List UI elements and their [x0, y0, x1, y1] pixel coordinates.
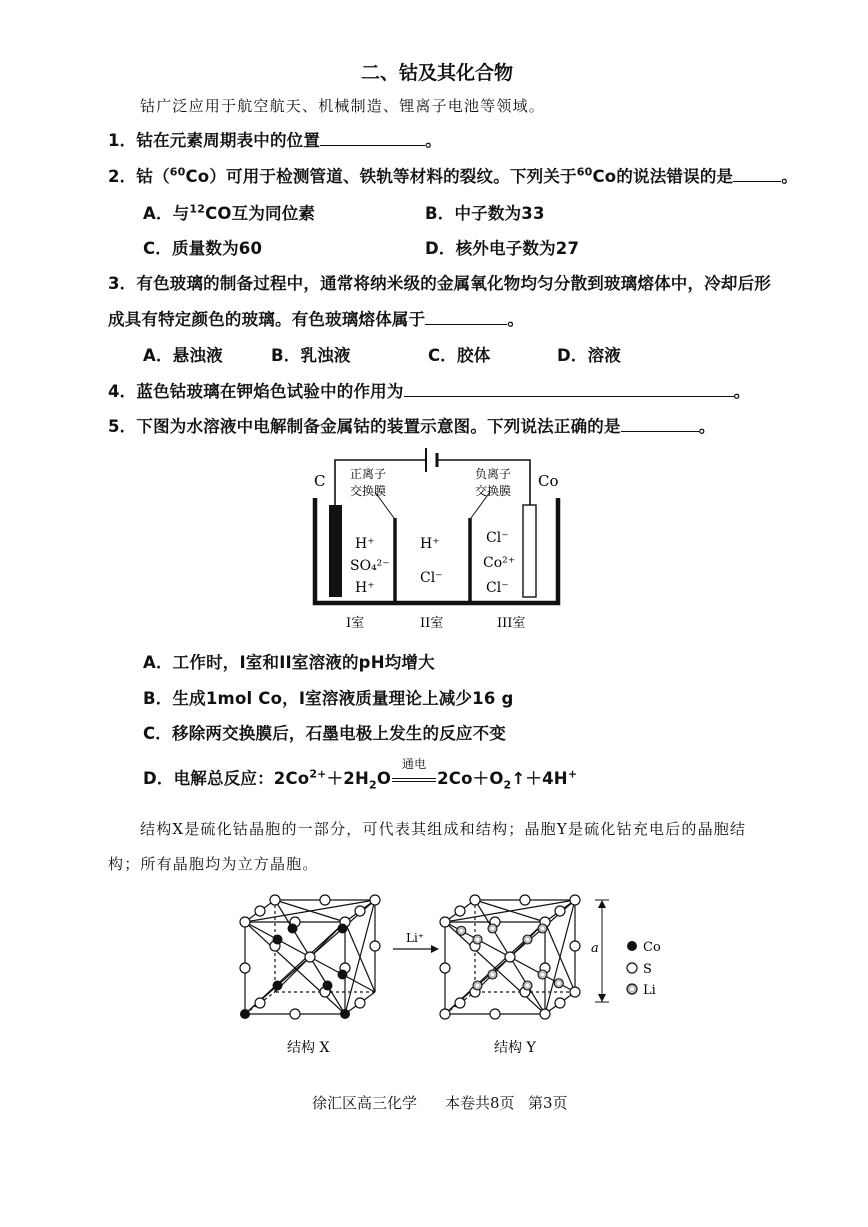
structure-x-cell [240, 895, 380, 1019]
reaction-condition: 通电 [391, 769, 437, 788]
legend-li: Li [643, 983, 656, 998]
room2-ion: Cl⁻ [420, 570, 443, 586]
legend-s-icon [627, 963, 637, 973]
q2-option-a: A．与$^{12}$CO互为同位素 [143, 202, 316, 223]
legend-s: S [643, 962, 652, 977]
caption-structure-x: 结构 X [287, 1040, 330, 1056]
room-label-1: I室 [346, 616, 365, 631]
question-5: 5．下图为水溶液中电解制备金属钴的装置示意图。下列说法正确的是 。 [108, 417, 716, 436]
room1-ion: H⁺ [355, 536, 375, 552]
structure-intro-line2: 构；所有晶胞均为立方晶胞。 [108, 855, 319, 873]
footer-page-number: 第3页 [528, 1094, 568, 1112]
right-electrode-label: Co [538, 472, 559, 490]
question-3-line1: 3．有色玻璃的制备过程中，通常将纳米级的金属氧化物均匀分散到玻璃熔体中，冷却后形 [108, 274, 771, 293]
room2-ion: H⁺ [420, 536, 440, 552]
section-title: 二、钴及其化合物 [361, 62, 514, 84]
graphite-electrode [329, 505, 342, 597]
question-2: 2．钴（$^{60}$Co）可用于检测管道、铁轨等材料的裂纹。下列关于$^{60}$Co的说法错误的是 。 [108, 165, 798, 186]
crystal-structure-diagram [225, 880, 685, 1065]
room3-ion: Cl⁻ [486, 530, 509, 546]
q2-option-b: B．中子数为33 [425, 204, 545, 223]
cobalt-electrode [523, 505, 536, 597]
question-1: 1．钴在元素周期表中的位置 。 [108, 131, 442, 150]
q2-option-d: D．核外电子数为27 [425, 239, 580, 258]
structure-y-cell [440, 895, 580, 1019]
membrane-right-label-1: 负离子 [475, 467, 512, 481]
q5-option-a: A．工作时，I室和II室溶液的pH均增大 [143, 653, 435, 672]
answer-blank-5[interactable] [621, 415, 699, 432]
q5-option-b: B．生成1mol Co，I室溶液质量理论上减少16 g [143, 689, 514, 708]
question-3-line2: 成具有特定颜色的玻璃。有色玻璃熔体属于 。 [108, 310, 525, 329]
legend-co: Co [643, 940, 661, 955]
structure-intro-line1: 结构X是硫化钴晶胞的一部分，可代表其组成和结构；晶胞Y是硫化钴充电后的晶胞结 [140, 820, 747, 838]
q5-option-c: C．移除两交换膜后，石墨电极上发生的反应不变 [143, 724, 507, 743]
caption-structure-y: 结构 Y [494, 1040, 536, 1056]
q3-option-c: C．胶体 [428, 346, 491, 365]
left-electrode-label: C [314, 472, 326, 490]
arrow-label: Li⁺ [406, 931, 425, 945]
electrolysis-cell-diagram [300, 440, 580, 640]
question-4: 4．蓝色钴玻璃在钾焰色试验中的作用为 。 [108, 382, 751, 401]
legend-co-icon [627, 941, 637, 951]
membrane-left-label-1: 正离子 [350, 467, 387, 481]
footer-total-pages: 本卷共8页 [445, 1094, 515, 1112]
q3-option-b: B．乳浊液 [271, 346, 351, 365]
answer-blank-1[interactable] [320, 129, 425, 146]
room-label-2: II室 [420, 616, 444, 631]
room3-ion: Co²⁺ [483, 555, 516, 571]
edge-label: a [591, 941, 599, 956]
membrane-right-label-2: 交换膜 [475, 484, 512, 498]
room-label-3: III室 [497, 616, 526, 631]
room3-ion: Cl⁻ [486, 580, 509, 596]
room1-ion: SO₄²⁻ [350, 558, 390, 574]
room1-ion: H⁺ [355, 580, 375, 596]
footer-school: 徐汇区高三化学 [312, 1094, 418, 1112]
membrane-left-label-2: 交换膜 [350, 484, 387, 498]
q3-option-d: D．溶液 [557, 346, 621, 365]
answer-blank-3[interactable] [425, 308, 507, 325]
q2-option-c: C．质量数为60 [143, 239, 263, 258]
answer-blank-2[interactable] [733, 165, 781, 182]
q5-option-d: D．电解总反应：$2Co^{2+}+2H_2O$ 通电 $2Co+O_2↑+4H^+$ [143, 757, 578, 792]
question-1-text: 1．钴在元素周期表中的位置 [108, 131, 321, 150]
answer-blank-4[interactable] [404, 380, 734, 397]
intro-text: 钴广泛应用于航空航天、机械制造、锂离子电池等领域。 [140, 97, 546, 115]
q3-option-a: A．悬浊液 [143, 346, 223, 365]
